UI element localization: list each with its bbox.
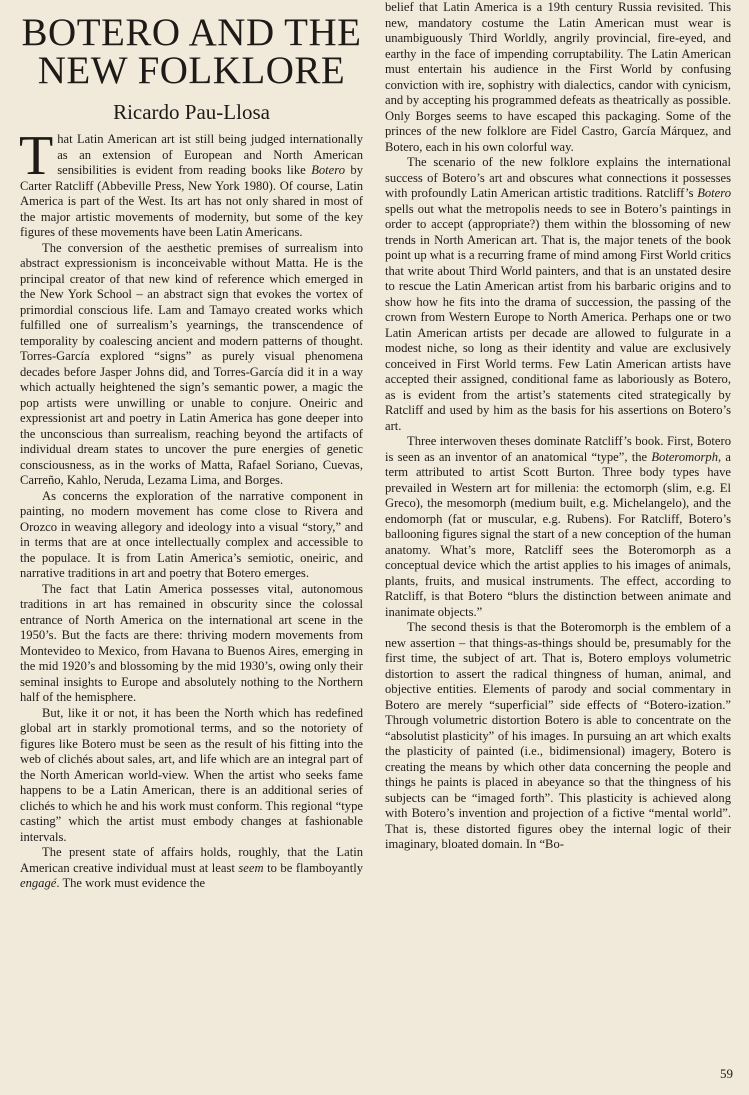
book-title: Botero	[311, 163, 345, 177]
paragraph-1-text-b: by Carter Ratcliff (Abbeville Press, New York 1980). Of course, Latin America is part of the West. Its art has not only shared in most of the major artistic movements of modernity, but some of the key figures of these movements have been Latin Americans.	[20, 163, 363, 239]
paragraph-8-text-a: The scenario of the new folklore explains the international success of Botero’s art and obscures what connections it possesses with profoundly Latin American artistic traditions. Ratcliff’s	[385, 155, 731, 200]
left-column	[19, 11, 363, 892]
paragraph-8	[385, 155, 731, 434]
paragraph-4: The fact that Latin America possesses vital, autonomous traditions in art has remained in obscurity since the colossal entrance of North America on the international art scene in the 1950’s. But the facts are there: thriving modern movements from Montevideo to Mexico, from Havana to Buenos Aires, emerging in the mid 1920’s and blossoming by the mid 1930’s, owing only their seminal insights to Europe and absolutely nothing to the Northern half of the hemisphere.	[20, 581, 363, 704]
emphasis-seem: seem	[238, 860, 264, 875]
paragraph-9-text-b: , a term attributed to artist Scott Burton. Three body types have prevailed in Western art for millenia: the ectomorph (slim, e.g. El Greco), the mesomorph (medium built, e.g. Michelangelo), and the endomorph (fat or muscular, e.g. Rubens). For Ratcliff, Botero’s ballooning figures signal the start of a new conception of the human anatomy. What’s more, Ratcliff sees the Boteromorph as a conceptual device which the artist applies to his images of animals, plants, fruits, and musical instruments. The effect, according to Ratcliff, is that Botero “blurs the distinction between animate and inanimate objects.”	[385, 449, 731, 619]
title-line-2: NEW FOLKLORE	[37, 49, 346, 92]
page-number: 59	[720, 1066, 733, 1081]
paragraph-9-text-a: Three interwoven theses dominate Ratcliff’s book. First, Botero is seen as an inventor of an anatomical “type”, the	[385, 434, 731, 464]
emphasis-engage: engagé	[20, 876, 57, 890]
paragraph-6	[20, 845, 363, 892]
paragraph-6-text-c: . The work must evidence the	[56, 876, 206, 890]
title-line-1: BOTERO AND THE	[21, 11, 362, 54]
paragraph-9	[385, 434, 731, 620]
paragraph-1-text-a: hat Latin American art ist still being judged internationally as an extension of European and North American sensibilities is evident from reading books like	[57, 132, 363, 177]
paragraph-8-text-b: spells out what the metropolis needs to see in Botero’s paintings in order to accept (appropriate?) them within the blossoming of new trends in North American art. That is, the major tenets of the book point up what is a recurring frame of mind among First World critics that write about Third World painters, and that is an unstated desire to rescue the Latin American artist from his barbaric origins and to show how he fits into the drama of succession, the passing of the crown from Western Europe to North America. Perhaps one or two Latin American artists per decade are allowed to fulgurate in a modest niche, so long as their identity and value are exclusively conceived in First World terms. Few Latin American artists have accepted their assigned, conditional fame as laboriously as Botero, as is evident from the artist’s statements cited strategically by Ratcliff and used by him as the basis for his assertions on Botero’s art.	[385, 201, 731, 433]
author-byline: Ricardo Pau-Llosa	[113, 100, 270, 124]
book-title-2: Botero	[697, 186, 731, 200]
paragraph-7: belief that Latin America is a 19th century Russia revisited. This new, mandatory costume the Latin American must wear is unambiguously Third Worldly, angrily provincial, fire-eyed, and earthy in the face of impending corruptability. The Latin American must entertain his audience in the First World by confusing conviction with ire, sophistry with dialectics, candor with cynicism, and by accepting his programmed defeats as theatrically as possible. Only Borges seems to have escaped this packaging. Some of the princes of the new folklore are Fidel Castro, García Márquez, and Botero, each in his own colorful way.	[385, 0, 731, 154]
paragraph-2: The conversion of the aesthetic premises of surrealism into abstract expressionism is inconceivable without Matta. He is the principal creator of that new kind of reference which emerged in the New York School – an abstract sign that evokes the vortex of primordial conscious life. Lam and Tamayo created works which fulfilled one of surrealism’s yearnings, the transcendence of temporality by coalescing ancient and modern patterns of thought. Torres-García explored “signs” as purely visual phenomena decades before Jasper Johns did, and Torres-García did it in a way which actually heightened the sign’s semantic power, a magic the pop artists were unwilling or unable to conjure. Oneiric and expressionist art and poetry in Latin America has gone deeper into the unconscious than surrealism, reaching beyond the artifacts of individual dream states to uncover the pure energies of genetic consciousness, as in the works of Matta, Rafael Soriano, Cuevas, Carreño, Kahlo, Neruda, Lezama Lima, and Borges.	[20, 240, 363, 487]
paragraph-6-text-b: to be flamboyantly	[263, 860, 363, 875]
term-boteromorph: Boteromorph	[651, 449, 719, 464]
paragraph-1	[19, 125, 363, 241]
paragraph-10: The second thesis is that the Boteromorph is the emblem of a new assertion – that things-as-things should be, presumably for the first time, the subject of art. That is, Botero employs volumetric distortion to assert the radical thingness of human, animal, and objective entities. Elements of parody and social commentary in Botero are merely “superficial” side effects of “Botero-ization.” Through volumetric distortion Botero is able to concentrate on the “absolutist plasticity” of his images. In pursuing an art which exalts the plasticity of painted (i.e., bidimensional) imagery, Botero is creating the means by which other data concerning the people and things he paints is placed in abeyance so that the thingness of his subjects can be “imaged forth”. This plasticity is achieved along with Botero’s invention and projection of a fictive “mental world”. That is, these distorted figures obey the internal logic of their imaginary, bloated domain. In “Bo-	[385, 620, 731, 851]
paragraph-5: But, like it or not, it has been the North which has redefined global art in starkly promotional terms, and so the notoriety of figures like Botero must be seen as the result of his fitting into the web of clichés about sales, art, and life which are an integral part of the North American world-view. When the artist who seeks fame happens to be a Latin American, there is an additional series of clichés to which he and his work must conform. This regional “type casting” which the artist must embody changes at fashionable intervals.	[20, 705, 363, 844]
article-title	[20, 11, 363, 92]
drop-cap: T	[19, 125, 54, 187]
paragraph-3: As concerns the exploration of the narrative component in painting, no modern movement has come close to Rivera and Orozco in weaving allegory and ideology into a visual “story,” and in terms that are at once intellectually complex and accessible to the populace. It is from Latin America’s semiotic, oneiric, and narrative traditions in art and poetry that Botero emerges.	[20, 488, 363, 580]
right-column	[385, 0, 731, 853]
paragraph-6-text-a: The present state of affairs holds, roughly, that the Latin American creative individual must at least	[20, 845, 363, 875]
